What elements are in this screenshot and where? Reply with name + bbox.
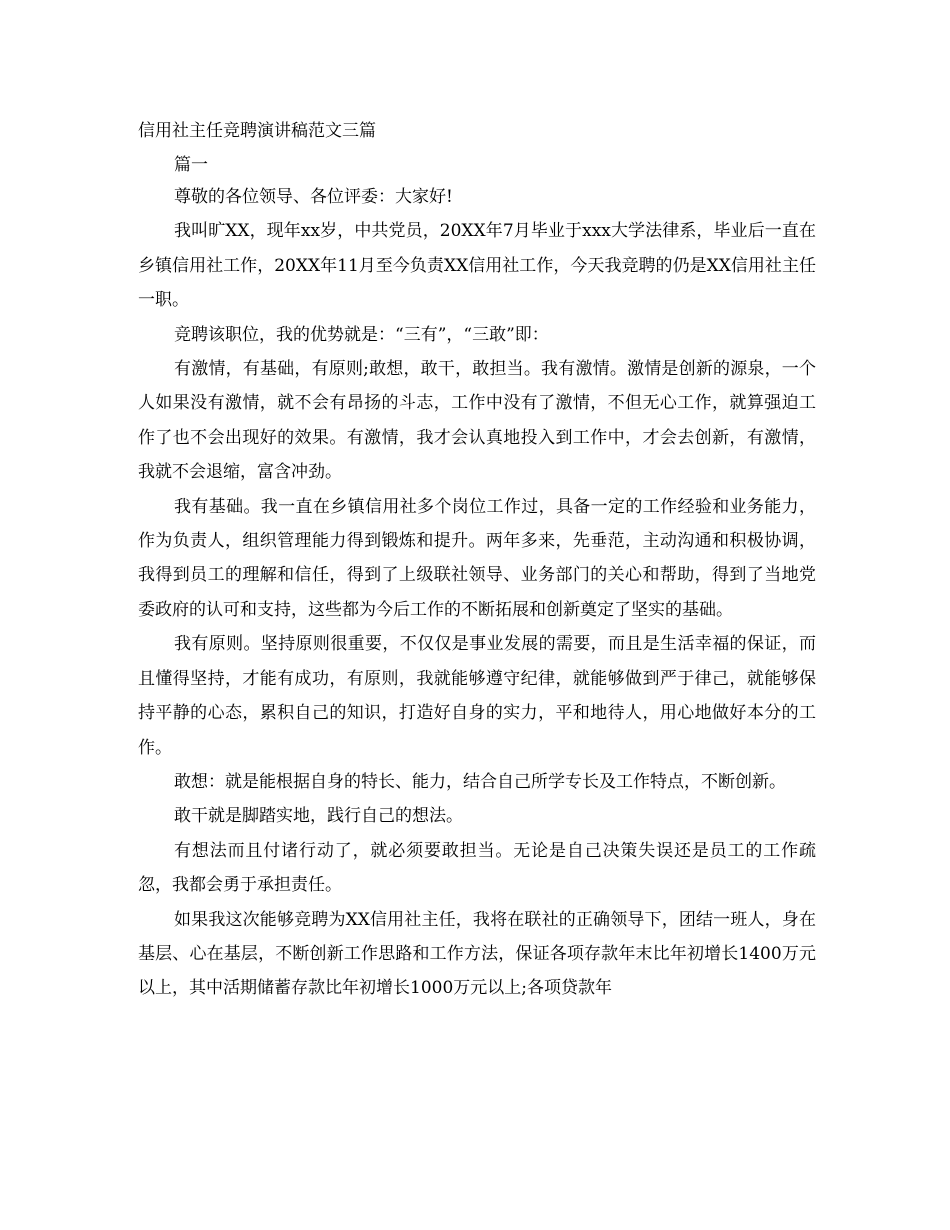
principle-paragraph: 我有原则。坚持原则很重要，不仅仅是事业发展的需要，而且是生活幸福的保证，而且懂得坚持，才能有成功，有原则，我就能够遵守纪律，就能够做到严于律己，就能够保持平静的心态，累积自己的知识，打造好自身的实力，平和地待人，用心地做好本分的工作。: [138, 634, 816, 758]
passion-paragraph: 有激情，有基础，有原则;敢想，敢干，敢担当。我有激情。激情是创新的源泉，一个人如果没有激情，就不会有昂扬的斗志，工作中没有了激情，不但无心工作，就算强迫工作了也不会出现好的效果。有激情，我才会认真地投入到工作中，才会去创新，有激情，我就不会退缩，富含冲劲。: [138, 359, 816, 483]
dare-to-think-paragraph: 敢想：就是能根据自身的特长、能力，结合自己所学专长及工作特点，不断创新。: [174, 771, 786, 792]
foundation-paragraph: 我有基础。我一直在乡镇信用社多个岗位工作过，具备一定的工作经验和业务能力，作为负责人，组织管理能力得到锻炼和提升。两年多来，先垂范，主动沟通和积极协调，我得到员工的理解和信任，得到了上级联社领导、业务部门的关心和帮助，得到了当地党委政府的认可和支持，这些都为今后工作的不断拓展和创新奠定了坚实的基础。: [138, 496, 816, 620]
dare-to-act-paragraph: 敢干就是脚踏实地，践行自己的想法。: [174, 806, 463, 827]
greeting-paragraph: 尊敬的各位领导、各位评委：大家好!: [174, 187, 453, 207]
document-title: 信用社主任竞聘演讲稿范文三篇: [138, 121, 376, 141]
advantages-paragraph: 竞聘该职位，我的优势就是：“三有”，“三敢”即：: [174, 324, 549, 345]
goals-paragraph: 如果我这次能够竞聘为XX信用社主任，我将在联社的正确领导下，团结一班人，身在基层、心在基层，不断创新工作思路和工作方法，保证各项存款年末比年初增长1400万元以上，其中活期储蓄存款比年初增长1000万元以上;各项贷款年: [138, 909, 816, 999]
section-heading: 篇一: [174, 155, 208, 175]
document-page: [138, 118, 816, 1006]
dare-to-take-responsibility-paragraph: 有想法而且付诸行动了，就必须要敢担当。无论是自己决策失误还是员工的工作疏忽，我都会勇于承担责任。: [138, 840, 816, 896]
introduction-paragraph: 我叫旷XX，现年xx岁，中共党员，20XX年7月毕业于xxx大学法律系，毕业后一直在乡镇信用社工作，20XX年11月至今负责XX信用社工作，今天我竞聘的仍是XX信用社主任一职。: [138, 221, 816, 311]
